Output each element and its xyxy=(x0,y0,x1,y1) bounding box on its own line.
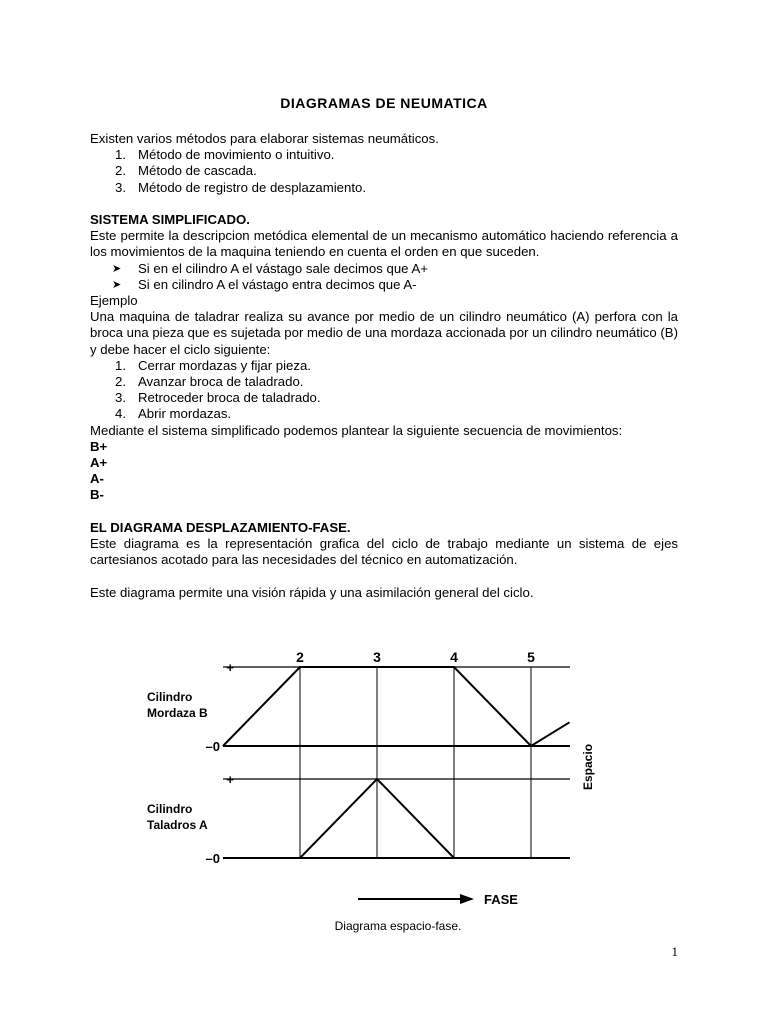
phase-label: 4 xyxy=(450,649,458,665)
phase-label: 2 xyxy=(296,649,304,665)
zero-level-label: –0 xyxy=(205,851,220,866)
x-axis-label: FASE xyxy=(484,892,518,907)
fase-arrowhead-icon xyxy=(460,894,474,904)
cylinder-label: Cilindro xyxy=(147,802,193,816)
paragraph: Mediante el sistema simplificado podemos plantear la siguiente secuencia de movimientos: xyxy=(90,422,623,438)
page-number: 1 xyxy=(671,944,678,959)
arrow-bullet-icon: ➤ xyxy=(112,278,122,291)
displacement-phase-diagram xyxy=(140,640,600,940)
arrow-bullet-icon: ➤ xyxy=(112,262,122,275)
sequence-item: A+ xyxy=(90,455,108,471)
paragraph: Una maquina de taladrar realiza su avance por medio de un cilindro neumático (A) perfora con la broca una pieza que es sujetada por medio de una mordaza accionada por un cilindro neumático (B) y debe hacer el ciclo siguiente: xyxy=(90,309,678,357)
list-item: 3. Método de registro de desplazamiento. xyxy=(115,179,366,195)
plus-level-label: + xyxy=(226,772,234,787)
list-item: 2. Método de cascada. xyxy=(115,163,257,179)
sequence-item: B- xyxy=(90,487,104,503)
list-item: 1. Cerrar mordazas y fijar pieza. xyxy=(115,357,311,373)
steps-list xyxy=(90,358,678,423)
plus-level-label: + xyxy=(226,660,234,675)
cylinder-label: Cilindro xyxy=(147,690,193,704)
list-item: 2. Avanzar broca de taladrado. xyxy=(115,374,304,390)
list-item: ➤ Si en cilindro A el vástago entra decimos que A- xyxy=(112,276,417,292)
phase-label: 5 xyxy=(527,649,535,665)
paragraph: Este diagrama permite una visión rápida y una asimilación general del ciclo. xyxy=(90,584,534,600)
paragraph: Este diagrama es la representación grafica del ciclo de trabajo mediante un sistema de ejes cartesianos acotado para las necesidades del técnico en automatización. xyxy=(90,536,678,568)
sequence-item: B+ xyxy=(90,438,108,454)
intro-text: Existen varios métodos para elaborar sistemas neumáticos. xyxy=(90,131,439,146)
list-item: 1. Método de movimiento o intuitivo. xyxy=(115,147,335,163)
zero-level-label: –0 xyxy=(205,739,220,754)
page-title: DIAGRAMAS DE NEUMATICA xyxy=(280,95,488,111)
bullet-list xyxy=(90,261,678,293)
example-label: Ejemplo xyxy=(90,293,138,309)
paragraph: Este permite la descripcion metódica elemental de un mecanismo automático haciendo referencia a los movimientos de la maquina teniendo en cuenta el orden en que suceden. xyxy=(90,228,678,260)
phase-label: 3 xyxy=(373,649,381,665)
y-axis-label: Espacio xyxy=(581,743,595,790)
sequence-item: A- xyxy=(90,471,104,487)
list-item: ➤ Si en el cilindro A el vástago sale decimos que A+ xyxy=(112,260,428,276)
section-heading: EL DIAGRAMA DESPLAZAMIENTO-FASE. xyxy=(90,519,351,535)
document-body xyxy=(90,131,678,601)
diagram-caption: Diagrama espacio-fase. xyxy=(334,919,462,933)
cylinder-label: Mordaza B xyxy=(147,706,208,720)
methods-list xyxy=(90,147,678,196)
list-item: 4. Abrir mordazas. xyxy=(115,406,232,422)
cylinder-label: Taladros A xyxy=(147,818,208,832)
list-item: 3. Retroceder broca de taladrado. xyxy=(115,390,321,406)
section-heading: SISTEMA SIMPLIFICADO. xyxy=(90,212,250,227)
series-line xyxy=(223,667,570,746)
